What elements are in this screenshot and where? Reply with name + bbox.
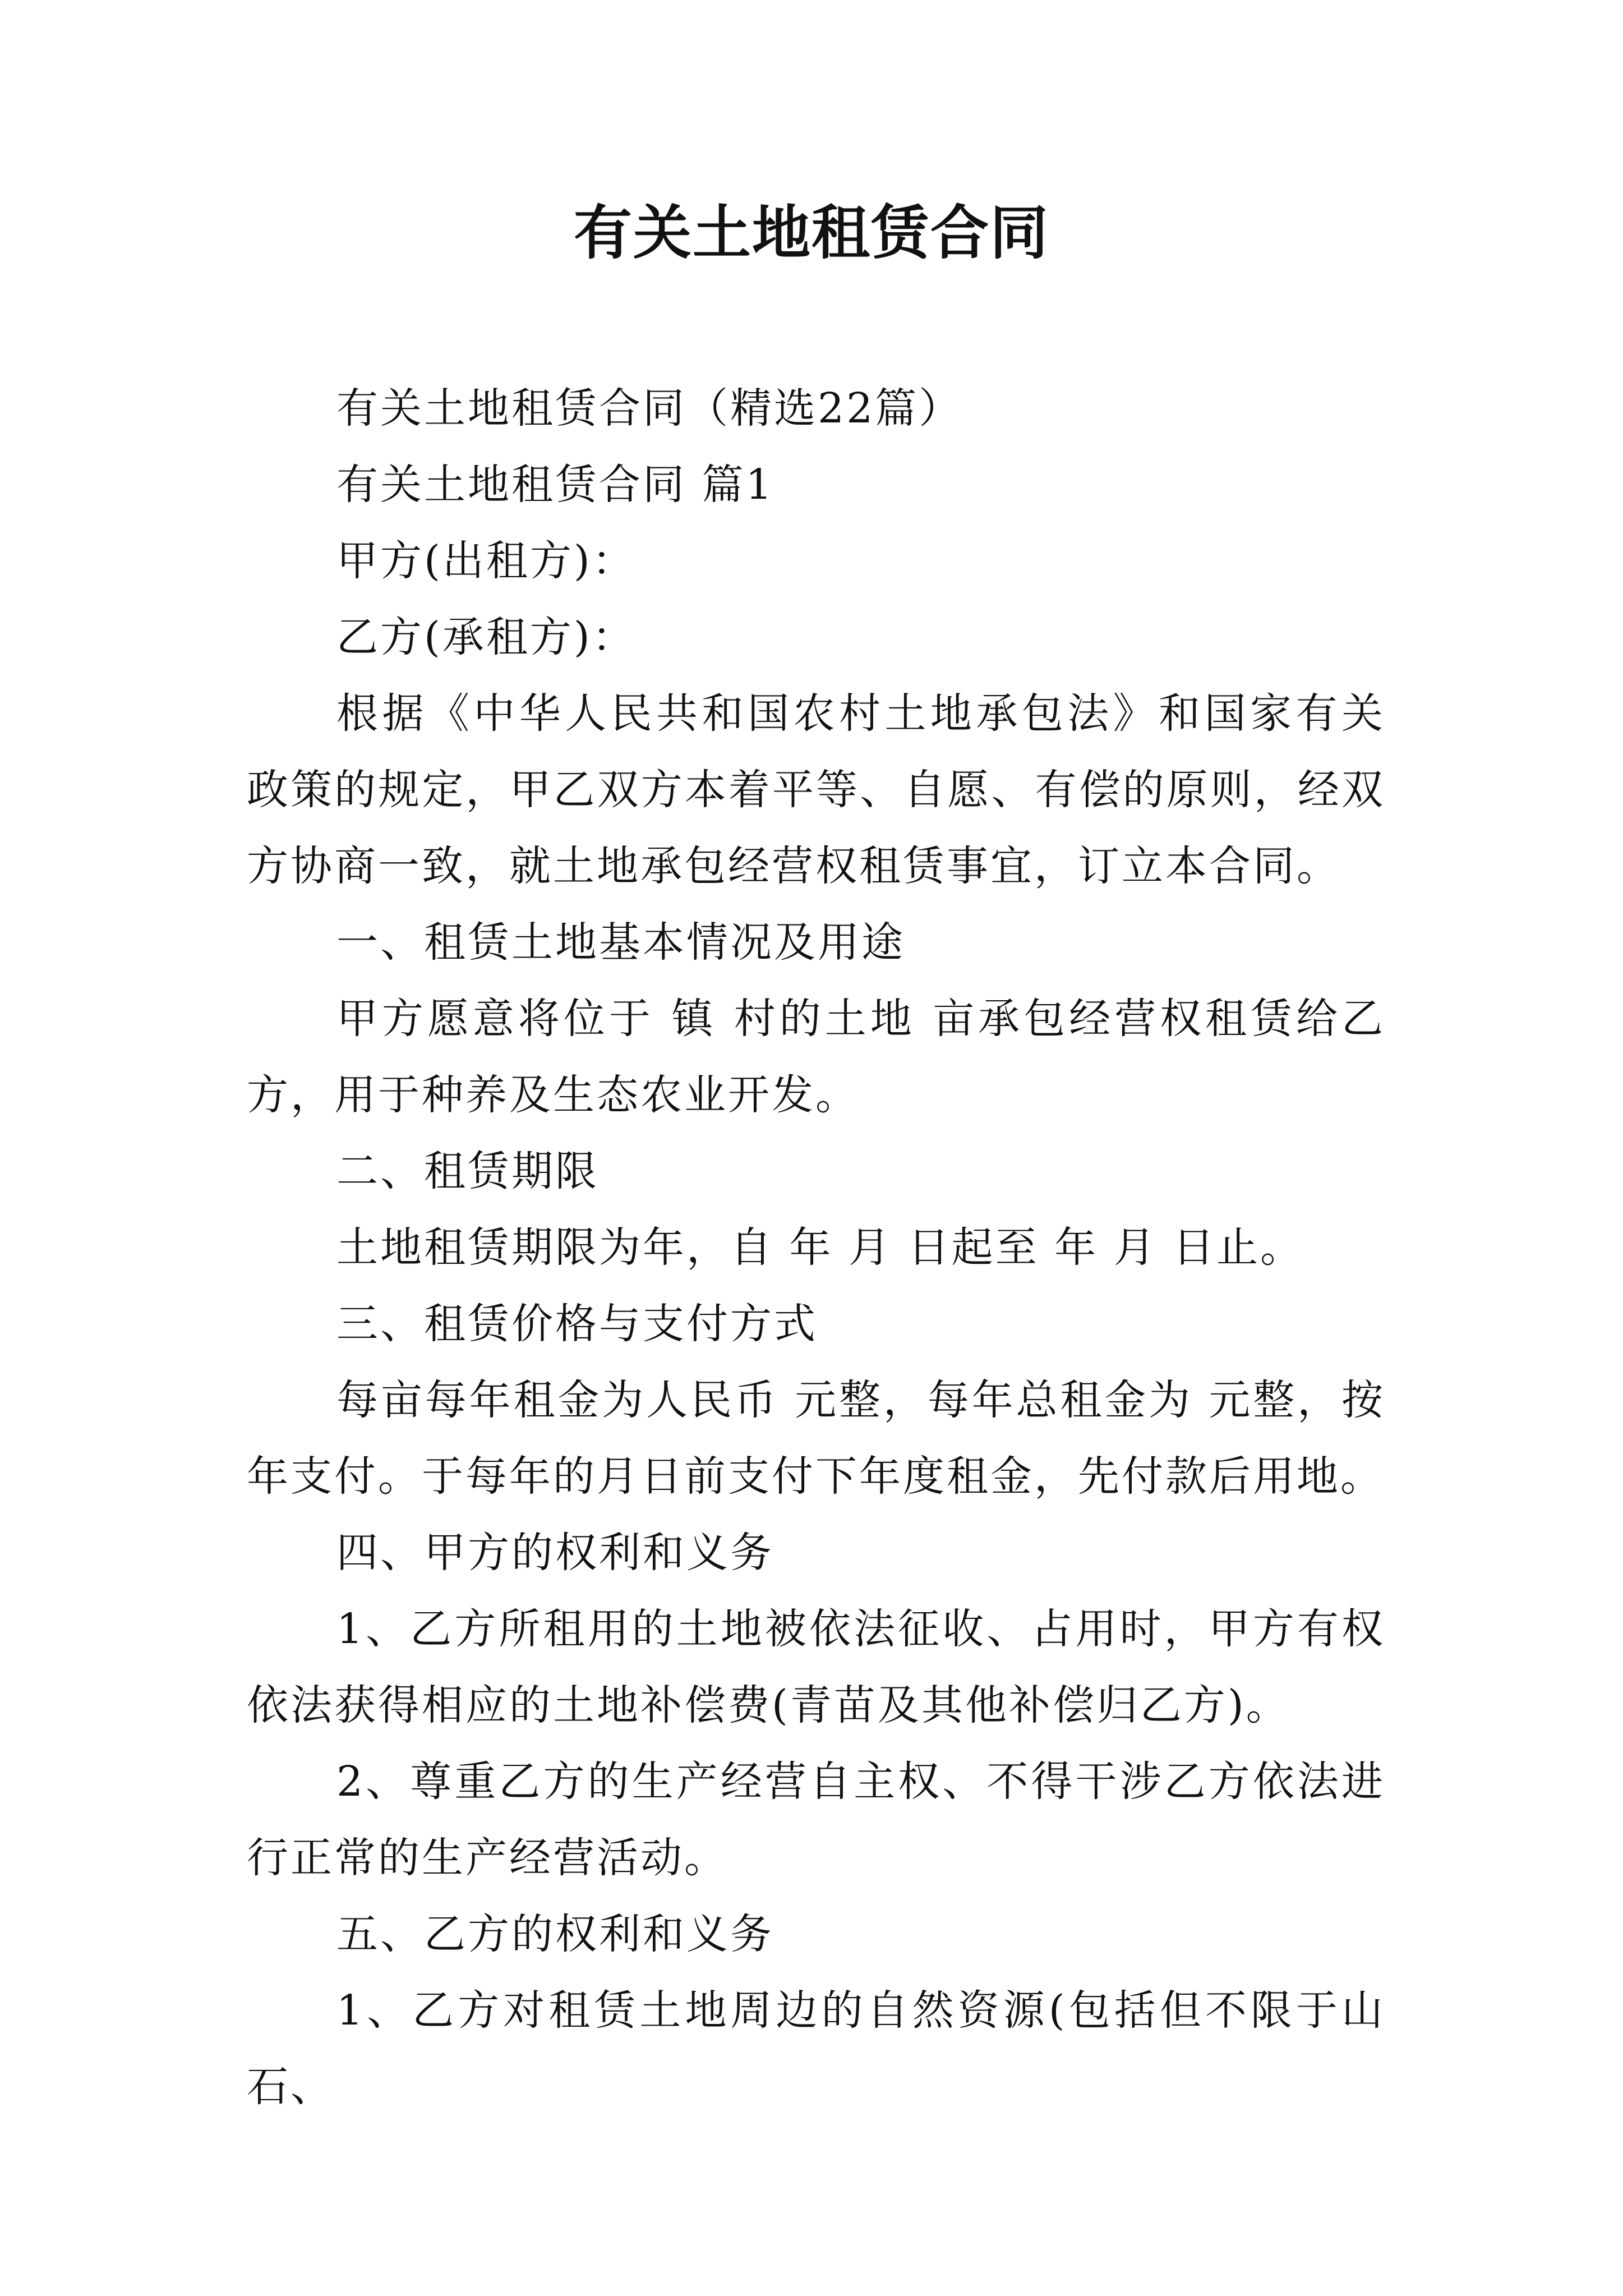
paragraph-party-b-right-1: 1、乙方对租赁土地周边的自然资源(包括但不限于山石、: [247, 1986, 1385, 2111]
document-title: 有关土地租赁合同: [573, 199, 1049, 267]
paragraph-subtitle: 有关土地租赁合同（精选22篇）: [336, 384, 963, 432]
paragraph-land-usage: 甲方愿意将位于 镇 村的土地 亩承包经营权租赁给乙方，用于种养及生态农业开发。: [247, 995, 1385, 1119]
paragraph-section-heading: 有关土地租赁合同 篇1: [336, 461, 774, 509]
paragraph-party-b: 乙方(承租方)：: [336, 613, 636, 661]
paragraph-heading-2: 二、租赁期限: [336, 1147, 599, 1195]
paragraph-party-a-right-1: 1、乙方所租用的土地被依法征收、占用时，甲方有权依法获得相应的土地补偿费(青苗及其他补偿归乙方)。: [247, 1605, 1385, 1729]
paragraph-heading-1: 一、租赁土地基本情况及用途: [336, 918, 905, 967]
paragraph-preamble: 根据《中华人民共和国农村土地承包法》和国家有关政策的规定，甲乙双方本着平等、自愿、有偿的原则，经双方协商一致，就土地承包经营权租赁事宜，订立本合同。: [247, 689, 1385, 890]
document-body: [247, 370, 1385, 2125]
paragraph-heading-3: 三、租赁价格与支付方式: [336, 1300, 818, 1348]
paragraph-party-a-right-2: 2、尊重乙方的生产经营自主权、不得干涉乙方依法进行正常的生产经营活动。: [247, 1757, 1385, 1882]
paragraph-rent-payment: 每亩每年租金为人民币 元整，每年总租金为 元整，按年支付。于每年的月日前支付下年度租金，先付款后用地。: [247, 1376, 1385, 1501]
paragraph-heading-4: 四、甲方的权利和义务: [336, 1529, 774, 1577]
paragraph-lease-term: 土地租赁期限为年，自 年 月 日起至 年 月 日止。: [336, 1223, 1304, 1272]
paragraph-heading-5: 五、乙方的权利和义务: [336, 1910, 774, 1958]
paragraph-party-a: 甲方(出租方)：: [336, 537, 636, 585]
